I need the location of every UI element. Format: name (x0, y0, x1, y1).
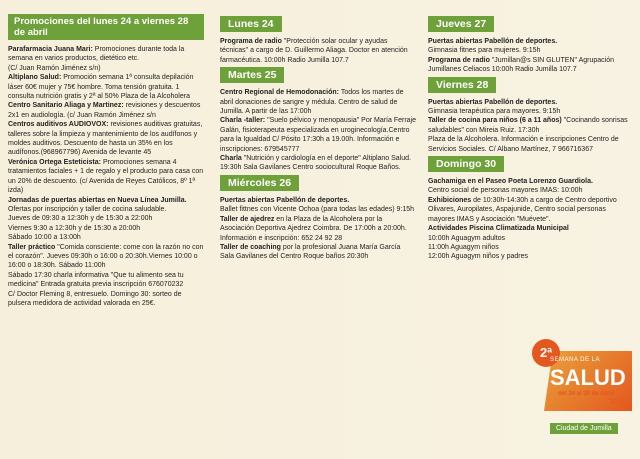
event-name: Exhibiciones (428, 196, 472, 204)
logo-salud-text: SALUD (550, 365, 626, 390)
event-name: Taller de cocina para niños (6 a 11 años) (428, 117, 562, 125)
event-name: Verónica Ortega Esteticista: (8, 158, 101, 166)
monday-list (220, 37, 416, 65)
event-text: Jueves de 09:30 a 12:30h y de 15:30 a 22:00h (8, 215, 153, 223)
event-text: Promociones durante toda la semana en varios productos, dietético etc. (8, 46, 185, 63)
event-item (428, 116, 634, 135)
promotions-list (8, 45, 204, 308)
event-item (220, 205, 416, 214)
event-item (8, 45, 204, 64)
event-text: "Jumillan@s SIN GLUTEN" Agrupación Jumillanes Celiacos 10:00h Radio Jumilla 107.7 (428, 56, 614, 74)
event-name: Charla -taller: (220, 117, 266, 125)
event-item (220, 196, 416, 205)
event-text: 12:00h Aguagym niños y padres (428, 253, 529, 261)
event-name: Puertas abiertas Pabellón de deportes. (428, 98, 558, 106)
logo-semana-text: SEMANA DE LA (550, 357, 601, 363)
event-text: revisiones auditivas gratuitas, talleres sobre la limpieza y mantenimiento de los audífonos y moldes auditivos. Descuento de hasta un 35% en los audífonos.(968967796) Avenida de levante 45 (8, 121, 203, 157)
event-name: Actividades Piscina Climatizada Municipal (428, 225, 569, 233)
sunday-list (428, 177, 634, 262)
wednesday-list (220, 196, 416, 262)
event-name: Centros auditivos AUDIOVOX: (8, 121, 109, 129)
edition-badge: 2ª (532, 339, 560, 367)
event-item (8, 101, 204, 120)
monday-wednesday-column (212, 0, 420, 459)
event-text: 11:00h Aguagym niños (428, 243, 499, 251)
event-item (8, 224, 204, 233)
event-item (220, 234, 416, 243)
event-name: Altiplano Salud: (8, 74, 62, 82)
event-item (428, 252, 634, 261)
monday-header: Lunes 24 (220, 16, 282, 32)
event-text: de 10:30h-14:30h a cargo de Centro deportivo Olivares, Auropilates, Aspajunide, Centro social personas mayores IMAS y Asociación "Muévete". (428, 196, 617, 223)
event-item (428, 243, 634, 252)
event-item (220, 154, 416, 173)
event-name: Programa de radio (428, 56, 490, 64)
event-text: Promoción semana 1ª consulta depilación láser 60€ mujer y 75€ hombre. Toma tensión gratuita. 1 consulta nutrición gratis y 2ª al 50% Plaza de la Alcoholera (8, 74, 194, 101)
event-item (428, 56, 634, 75)
event-item (8, 243, 204, 271)
event-text: revisiones y descuentos 2x1 en audiología. (c/ Juan Ramón Jiménez s/n (8, 102, 201, 119)
event-text: Todos los martes de abril donaciones de sangre y médula. Centro de salud de Jumilla. A partir de las 17:00h (220, 89, 404, 116)
event-item (428, 196, 634, 224)
event-text: "Suelo pélvico y menopausia" Por María Ferraje Galán, fisioterapeuta especializada en uroginecología.Centro para la Igualdad C/ Pósito 17:30h a 19.00h. Información e inscripciones: 679545777 (220, 117, 417, 153)
health-week-logo (532, 339, 632, 449)
event-name: Centro Sanitario Aliaga y Martinez: (8, 102, 124, 110)
event-text: 10:00h Aguagym adultos (428, 234, 506, 242)
event-text: Centro social de personas mayores IMAS: 10:00h (428, 187, 583, 195)
event-item (220, 116, 416, 154)
thursday-header: Jueves 27 (428, 16, 494, 32)
event-name: Jornadas de puertas abiertas en Nueva Línea Jumilla. (8, 196, 187, 204)
event-text: C/ Doctor Fleming 8, entresuelo. Domingo 30: sorteo de pulsera medidora de actividad valorada en 25€. (8, 290, 182, 307)
event-name: Gachamiga en el Paseo Poeta Lorenzo Guardiola. (428, 178, 593, 186)
tuesday-list (220, 88, 416, 173)
event-name: Puertas abiertas Pabellón de deportes. (428, 38, 558, 45)
promotions-column (0, 0, 210, 459)
logo-year-text: 2017 (610, 399, 624, 405)
event-name: Charla (220, 155, 242, 163)
event-item (428, 186, 634, 195)
event-item (428, 177, 634, 186)
event-name: Puertas abiertas Pabellón de deportes. (220, 196, 350, 204)
event-text: "Nutrición y cardiología en el deporte" Altiplano Salud. 19:30h Sala Gavilanes Centro sociocultural Roque Baños. (220, 155, 411, 172)
event-text: Gimnasia fitnes para mujeres. 9:15h (428, 47, 541, 55)
event-name: Taller de coaching (220, 243, 281, 251)
event-text: Sábado 17:30 charla informativa "Que tu alimento sea tu medicina" Entrada gratuita previa inscripción 676070232 (8, 271, 184, 289)
event-text: por la profesional Juana María García Sala Gavilanes del Centro Roque baños 20:30h (220, 243, 401, 261)
event-name: Programa de radio (220, 38, 282, 45)
event-text: (C/ Juan Ramón Jiménez s/n) (8, 64, 101, 72)
event-text: Ballet fittnes con Vicente Ochoa (para todas las edades) 9:15h (220, 206, 415, 214)
event-name: Taller práctico (8, 243, 56, 251)
event-item (8, 214, 204, 223)
event-item (428, 37, 634, 46)
event-text: Sábado 10:00 a 13:00h (8, 234, 81, 242)
event-item (428, 107, 634, 116)
event-text: Promociones semana 4 tratamientos faciales + 1 de regalo y el producto para casa con un 20% de descuento. (c/ Avenida de Reyes Católicos, 8º 1ª izda) (8, 158, 204, 195)
friday-list (428, 98, 634, 154)
event-text: "Comida consciente: come con la razón no con el corazón". Jueves 09:30h o 16:00 o 20:30h.Viernes 10:00 o 16:00 o 18:30h. Sábado 11:00h (8, 243, 204, 270)
event-item (428, 135, 634, 154)
sunday-header: Domingo 30 (428, 156, 504, 172)
event-item (220, 243, 416, 262)
event-item (220, 215, 416, 234)
event-text: Plaza de la Alcoholera. Información e inscripciones Centro de Servicios Sociales. C/ Albano Martínez, 7 966716367 (428, 136, 619, 153)
event-text: Ofertas por inscripción y taller de cocina saludable. (8, 205, 167, 213)
logo-dates-text: del 24 al 30 de Abril (558, 391, 614, 397)
event-item (428, 234, 634, 243)
event-item (8, 271, 204, 290)
event-text: "Protección solar ocular y ayudas técnicas" a cargo de D. Guillermo Aliaga. Doctor en atención farmacéutica. 10:00h Radio Jumilla 107.7 (220, 38, 408, 64)
event-item (220, 88, 416, 116)
event-item (220, 37, 416, 65)
event-text: "Cocinando sonrisas saludables" con Mireia Ruiz. 17:30h (428, 117, 628, 134)
event-name: Parafarmacia Juana Mari: (8, 46, 93, 53)
event-text: Viernes 9:30 a 12:30h y de 15:30 a 20:00h (8, 224, 141, 232)
wednesday-header: Miércoles 26 (220, 175, 299, 191)
promotions-header: Promociones del lunes 24 a viernes 28 de abril (8, 14, 204, 40)
event-item (8, 233, 204, 242)
event-item (8, 290, 204, 309)
event-text: en la Plaza de la Alcoholera por la Asociación Deportiva Ajedrez Coimbra. De 17:00h a 20:00h. (220, 215, 407, 233)
event-item (8, 73, 204, 101)
event-item (428, 224, 634, 233)
event-item (8, 158, 204, 196)
event-item (428, 98, 634, 107)
event-text: Gimnasia terapéutica para mayores. 9:15h (428, 108, 561, 116)
event-name: Taller de ajedrez (220, 215, 275, 223)
event-item (8, 196, 204, 215)
friday-header: Viernes 28 (428, 77, 496, 93)
event-text: Información e inscripción: 652 24 92 28 (220, 234, 343, 242)
event-item (428, 46, 634, 55)
event-name: Centro Regional de Hemodonación: (220, 89, 340, 97)
event-item (8, 120, 204, 158)
thursday-list (428, 37, 634, 75)
tuesday-header: Martes 25 (220, 67, 284, 83)
event-item (8, 64, 204, 73)
city-label: Ciudad de Jumilla (550, 423, 618, 434)
